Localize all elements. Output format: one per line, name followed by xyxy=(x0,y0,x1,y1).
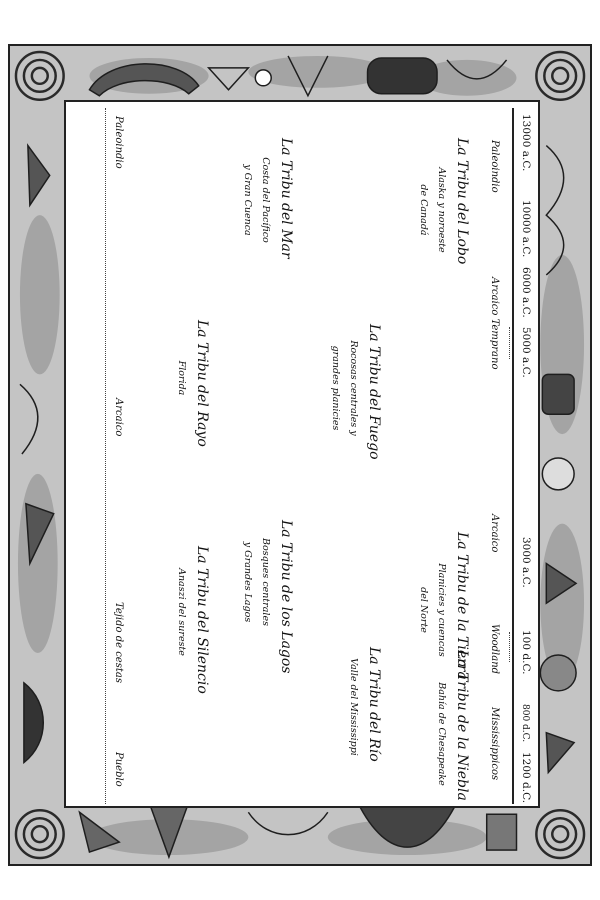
decorative-frame xyxy=(8,44,592,866)
tribe-name: La Tribu del Mar xyxy=(278,138,294,259)
tribe-region: Costa del Pacífico y Gran Cuenca xyxy=(242,157,271,243)
rotated-timeline-chart xyxy=(66,102,540,808)
year-label: 1200 d.C. xyxy=(520,752,532,804)
era-label: Arcaico xyxy=(489,514,500,553)
era-label: Mississippicos xyxy=(489,707,500,781)
tribe-name: La Tribu del Silencio xyxy=(194,546,210,694)
year-axis-line xyxy=(513,108,515,804)
bottom-era-label: Tejido de cestas xyxy=(113,602,124,683)
tribe-name: La Tribu del Fuego xyxy=(366,324,382,460)
era-label: Woodland xyxy=(489,624,500,675)
year-label: 100 d.C. xyxy=(520,630,532,675)
bottom-era-label: Arcaico xyxy=(113,398,124,437)
tribe-name: La Tribu de la Tierra xyxy=(454,532,470,680)
bottom-era-label: Paleoindio xyxy=(113,116,124,169)
bottom-axis-line xyxy=(105,108,106,804)
tribe-name: La Tribu de los Lagos xyxy=(278,520,294,674)
era-label: Arcaico Temprano xyxy=(489,277,500,370)
year-label: 800 d.C. xyxy=(520,704,530,743)
year-label: 5000 a.C. xyxy=(520,327,532,378)
tribe-region: Bosques centrales y Grandes Lagos xyxy=(242,538,271,626)
tribe-region: Valle del Mississippi xyxy=(348,658,359,756)
year-label: 6000 a.C. xyxy=(520,267,532,318)
timeline-panel xyxy=(64,100,540,808)
year-label: 13000 a.C. xyxy=(520,114,532,172)
tribe-region: Anaszi del sureste xyxy=(176,568,187,656)
tribe-region: Planicies y cuencas del Norte xyxy=(418,563,447,657)
tribe-name: La Tribu de la Niebla xyxy=(454,650,470,801)
tribe-name: La Tribu del Lobo xyxy=(454,138,470,265)
tribe-name: La Tribu del Río xyxy=(366,647,382,762)
era-divider xyxy=(509,632,510,662)
era-label: Paleoindio xyxy=(489,140,500,193)
year-label: 3000 a.C. xyxy=(520,537,532,588)
bottom-era-label: Pueblo xyxy=(113,752,124,787)
era-divider xyxy=(509,327,510,359)
tribe-region: Rocosas centrales y grandes planicies xyxy=(330,340,359,436)
tribe-region: Bahía de Chesapeake xyxy=(436,682,447,786)
tribe-region: Alaska y noroeste de Canadá xyxy=(418,167,447,253)
year-label: 10000 a.C. xyxy=(520,200,532,258)
tribe-name: La Tribu del Rayo xyxy=(194,320,210,447)
tribe-region: Florida xyxy=(176,360,187,396)
